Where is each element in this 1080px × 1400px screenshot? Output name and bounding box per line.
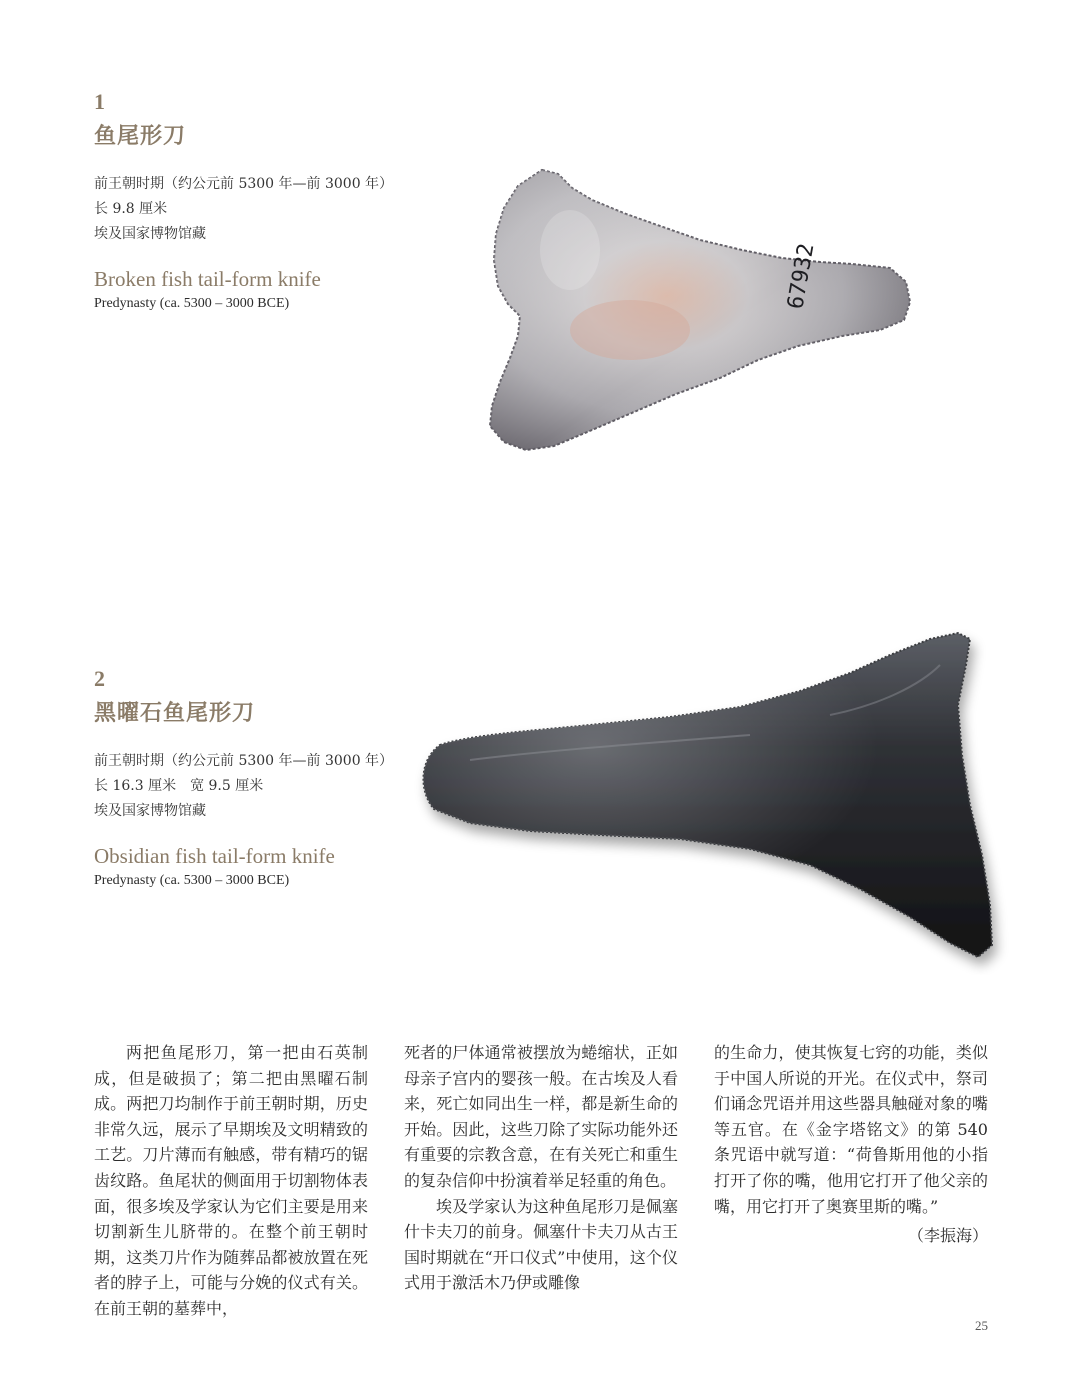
entry-period-en: Predynasty (ca. 5300 – 3000 BCE) (94, 873, 290, 888)
obsidian-knife-image (410, 625, 1010, 975)
entry-title-cn: 鱼尾形刀 (94, 123, 187, 149)
page-number: 25 (975, 1318, 988, 1333)
entry-number: 2 (94, 666, 105, 691)
entry-title-cn: 黑曜石鱼尾形刀 (94, 700, 256, 726)
entry-number: 1 (94, 89, 105, 114)
body-column-1 (94, 1040, 368, 1322)
body-paragraph: 的生命力，使其恢复七窍的功能，类似于中国人所说的开光。在仪式中，祭司们诵念咒语并用这些器具触碰对象的嘴等五官。在《金字塔铭文》的第 540 条咒语中就写道：“荷鲁斯用他的小指打开了你的嘴，他用它打开了他父亲的嘴，用它打开了奥赛里斯的嘴。” (714, 1043, 988, 1216)
entry-1-caption (94, 88, 474, 315)
quartz-knife-image (480, 160, 920, 460)
entry-collection-cn: 埃及国家博物馆藏 (94, 803, 206, 819)
entry-collection-cn: 埃及国家博物馆藏 (94, 226, 206, 242)
entry-period-cn: 前王朝时期（约公元前 5300 年—前 3000 年） (94, 176, 394, 192)
body-paragraph: 死者的尸体通常被摆放为蜷缩状，正如母亲子宫内的婴孩一般。在古埃及人看来，死亡如同出生一样，都是新生命的开始。因此，这些刀除了实际功能外还有重要的宗教含意，在有关死亡和重生的复杂信仰中扮演着举足轻重的角色。 (404, 1043, 678, 1190)
author-credit: （李振海） (907, 1226, 988, 1246)
quartz-knife-inscription: 67932 (783, 241, 820, 312)
entry-meta (94, 172, 474, 247)
entry-size-cn: 长 9.8 厘米 (94, 201, 168, 217)
entry-title-en: Obsidian fish tail-form knife (94, 844, 335, 868)
body-paragraph: 两把鱼尾形刀，第一把由石英制成，但是破损了；第二把由黑曜石制成。两把刀均制作于前王朝时期，历史非常久远，展示了早期埃及文明精致的工艺。刀片薄而有触感，带有精巧的锯齿纹路。鱼尾状的侧面用于切割物体表面，很多埃及学家认为它们主要是用来切割新生儿脐带的。在整个前王朝时期，这类刀片作为随葬品都被放置在死者的脖子上，可能与分娩的仪式有关。在前王朝的墓葬中， (94, 1043, 368, 1318)
entry-title-en: Broken fish tail-form knife (94, 267, 321, 291)
body-paragraph: 埃及学家认为这种鱼尾形刀是佩塞什卡夫刀的前身。佩塞什卡夫刀从古王国时期就在“开口仪式”中使用，这个仪式用于激活木乃伊或雕像 (404, 1196, 678, 1293)
entry-period-en: Predynasty (ca. 5300 – 3000 BCE) (94, 296, 290, 311)
entry-size-cn: 长 16.3 厘米 宽 9.5 厘米 (94, 778, 264, 794)
body-column-2 (404, 1040, 678, 1296)
entry-period-cn: 前王朝时期（约公元前 5300 年—前 3000 年） (94, 753, 394, 769)
body-column-3 (714, 1040, 988, 1249)
